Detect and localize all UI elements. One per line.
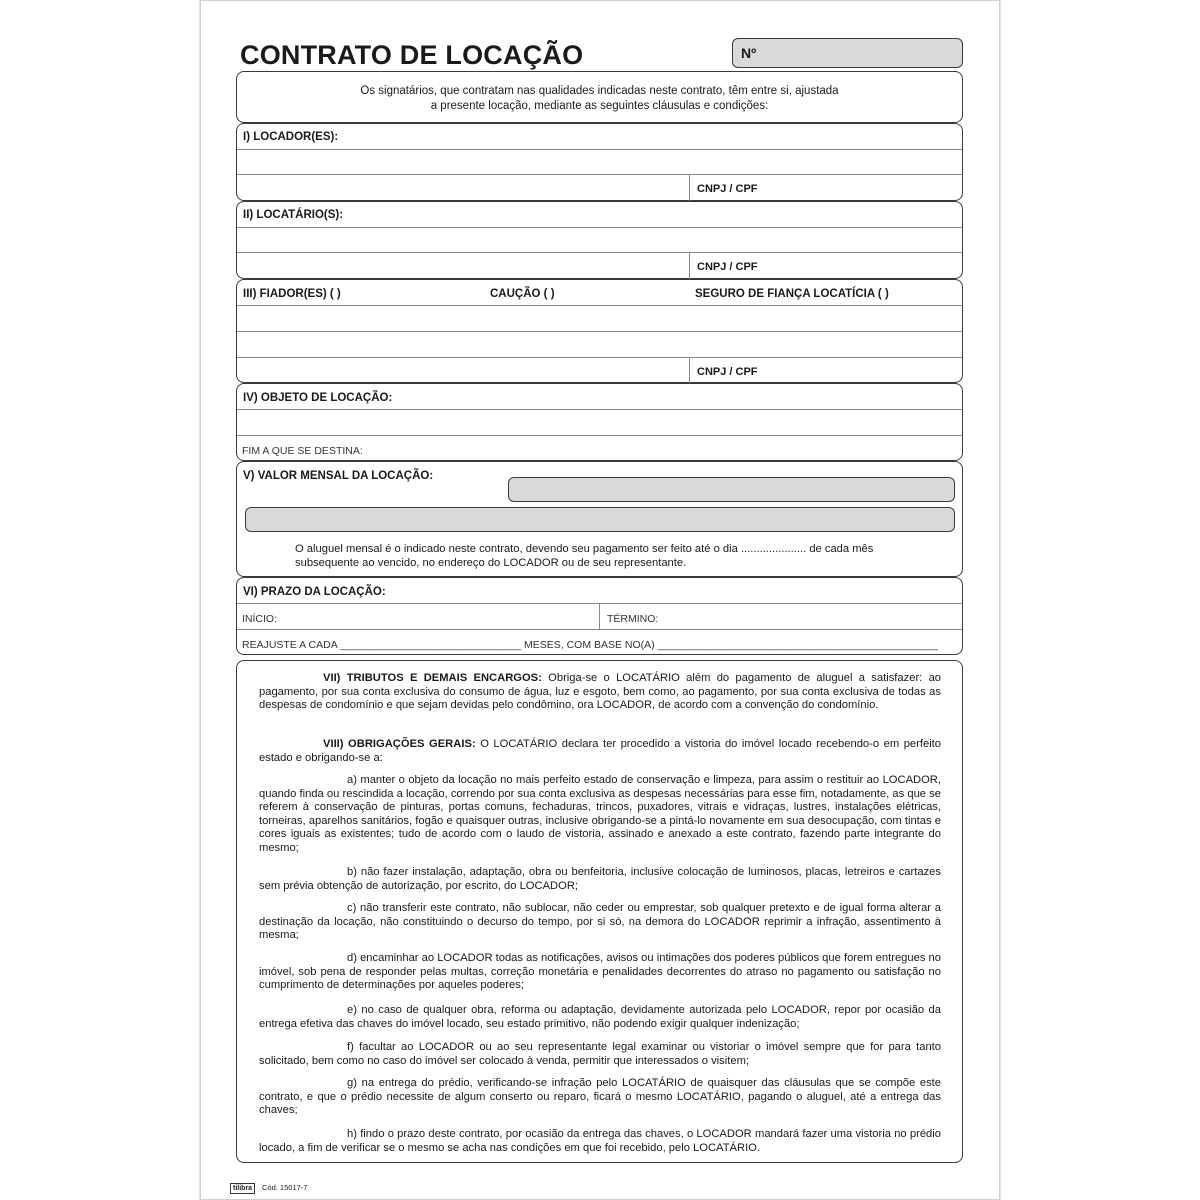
intro-line-2: a presente locação, mediante as seguintes cláusulas e condições: bbox=[430, 100, 769, 112]
intro-line-1: Os signatários, que contratam nas qualidades indicadas neste contrato, têm entre si, ajustada bbox=[360, 85, 839, 97]
valor-section bbox=[236, 461, 963, 577]
divider bbox=[237, 305, 962, 306]
clause-item-h: h) findo o prazo deste contrato, por ocasião da entrega das chaves, o LOCADOR mandará fazer uma vistoria no prédio locado, a fim de verificar se o mesmo se acha nas condições em que foi recebido, pelo LOCATÁRIO. bbox=[259, 1128, 941, 1154]
divider bbox=[237, 252, 962, 253]
garantia-section bbox=[236, 279, 963, 383]
clause-item-a: a) manter o objeto da locação no mais perfeito estado de conservação e limpeza, para assim o restituir ao LOCADOR, quando finda ou rescindida a locação, correndo por sua conta exclusiva as despesas necessárias para esse fim, notadamente, as que se referem à conservação de pinturas, portas comuns, fechaduras, trincos, puxadores, vitrais e vidraças, lustres, instalações elétricas, torneiras, aparelhos sanitários, fogão e quaisquer outras, inclusive obrigando-se a pintá-lo novamente em sua desocupação, com tintas e cores iguais as existentes; tudo de acordo com o laudo de vistoria, assinado e anexado a este contrato, fazendo parte integrante do mesmo; bbox=[259, 774, 941, 854]
divider bbox=[237, 435, 962, 436]
locatario-doc-label: CNPJ / CPF bbox=[697, 261, 758, 273]
divider bbox=[237, 409, 962, 410]
intro-box bbox=[236, 71, 963, 123]
locador-section bbox=[236, 123, 963, 201]
clause-viii-text: O LOCATÁRIO declara ter procedido a vistoria do imóvel locado recebendo-o em perfeito estado e obrigando-se a: bbox=[259, 738, 942, 764]
objeto-label: IV) OBJETO DE LOCAÇÃO: bbox=[243, 392, 393, 404]
contract-number-field[interactable] bbox=[732, 38, 963, 68]
clause-item-c: c) não transferir este contrato, não sublocar, não ceder ou emprestar, sob qualquer pretexto e de igual forma alterar a destinação da locação, não constituindo o decurso do tempo, por si só, na demora do LOCADOR reprimir a infração, assentimento à mesma; bbox=[259, 902, 941, 942]
divider bbox=[237, 174, 962, 175]
caucao-option[interactable]: CAUÇÃO ( ) bbox=[490, 288, 555, 300]
divider bbox=[237, 357, 962, 358]
seguro-fianca-option[interactable]: SEGURO DE FIANÇA LOCATÍCIA ( ) bbox=[695, 288, 889, 300]
brand-logo: tilibra bbox=[230, 1183, 255, 1194]
page-title: CONTRATO DE LOCAÇÃO bbox=[240, 40, 584, 70]
clause-item-e: e) no caso de qualquer obra, reforma ou adaptação, devidamente autorizada pelo LOCADOR, repor por ocasião da entrega efetiva das chaves do imóvel locado, seu estado primitivo, não podendo exigir qualquer indenização; bbox=[259, 1004, 941, 1030]
clause-item-f: f) facultar ao LOCADOR ou ao seu representante legal examinar ou vistoriar o imóvel sempre que for para tanto solicitado, bem como no caso do imóvel ser colocado à venda, permitir que interessados o visitem; bbox=[259, 1041, 941, 1067]
locador-doc-label: CNPJ / CPF bbox=[697, 183, 758, 195]
contract-number-label: Nº bbox=[741, 45, 757, 61]
clause-viii bbox=[259, 738, 941, 765]
termino-label: TÉRMINO: bbox=[607, 613, 659, 625]
divider bbox=[689, 252, 690, 279]
divider bbox=[689, 174, 690, 201]
valor-label: V) VALOR MENSAL DA LOCAÇÃO: bbox=[243, 470, 434, 482]
clause-item-b: b) não fazer instalação, adaptação, obra ou benfeitoria, inclusive colocação de luminosos, placas, letreiros e cartazes sem prévia obtenção de autorização, por escrito, do LOCADOR; bbox=[259, 866, 941, 892]
clause-item-g: g) na entrega do prédio, verificando-se infração pelo LOCATÁRIO de quaisquer das cláusulas que se compõe este contrato, e que o prédio necessite de algum conserto ou reparo, ficará o mesmo LOCATÁRIO, pagando o aluguel, até a entrega das chaves; bbox=[259, 1077, 941, 1117]
clause-item-d: d) encaminhar ao LOCADOR todas as notificações, avisos ou intimações dos poderes públicos que forem entregues no imóvel, sob pena de responder pelas multas, correção monetária e penalidades decorrentes do atraso no pagamento ou satisfação no cumprimento de determinações por aqueles poderes; bbox=[259, 952, 941, 992]
locador-label: I) LOCADOR(ES): bbox=[243, 131, 339, 143]
objeto-section bbox=[236, 383, 963, 461]
locatario-label: II) LOCATÁRIO(S): bbox=[243, 209, 344, 221]
locatario-section bbox=[236, 201, 963, 279]
valor-text-line-2: subsequente ao vencido, no endereço do LOCADOR ou de seu representante. bbox=[295, 557, 687, 569]
clauses-section bbox=[236, 660, 963, 1163]
valor-extenso-field[interactable] bbox=[245, 507, 955, 532]
reajuste-label: REAJUSTE A CADA _______________________________ MESES, COM BASE NO(A) ________________________________________________ bbox=[242, 639, 938, 651]
clause-vii-title: VII) TRIBUTOS E DEMAIS ENCARGOS: bbox=[323, 672, 542, 684]
fiador-option[interactable]: III) FIADOR(ES) ( ) bbox=[243, 288, 341, 300]
inicio-label: INÍCIO: bbox=[242, 613, 278, 625]
valor-payment-text bbox=[295, 542, 873, 570]
valor-numeric-field[interactable] bbox=[508, 477, 955, 502]
divider bbox=[599, 603, 600, 629]
divider bbox=[237, 227, 962, 228]
divider bbox=[237, 149, 962, 150]
clause-vii-text: Obriga-se o LOCATÁRIO além do pagamento de aluguel a satisfazer: ao pagamento, por sua conta exclusiva do consumo de água, luz e esgoto, bem como, ao pagamento, por sua conta exclusiva de todas as despesas de condomínio e que sejam devidas pelo condômino, ora LOCADOR, de acordo com a convenção do condomínio. bbox=[259, 672, 942, 712]
garantia-doc-label: CNPJ / CPF bbox=[697, 366, 758, 378]
valor-text-line-1: O aluguel mensal é o indicado neste contrato, devendo seu pagamento ser feito até o dia ..................... de cada mês bbox=[295, 543, 874, 555]
clause-vii bbox=[259, 672, 941, 713]
product-code: Cód. 15017-7 bbox=[262, 1183, 308, 1192]
divider bbox=[237, 331, 962, 332]
prazo-section bbox=[236, 577, 963, 655]
fim-destina-label: FIM A QUE SE DESTINA: bbox=[242, 445, 363, 457]
clause-viii-title: VIII) OBRIGAÇÕES GERAIS: bbox=[323, 738, 476, 750]
divider bbox=[237, 629, 962, 630]
prazo-label: VI) PRAZO DA LOCAÇÃO: bbox=[243, 586, 386, 598]
divider bbox=[689, 357, 690, 383]
